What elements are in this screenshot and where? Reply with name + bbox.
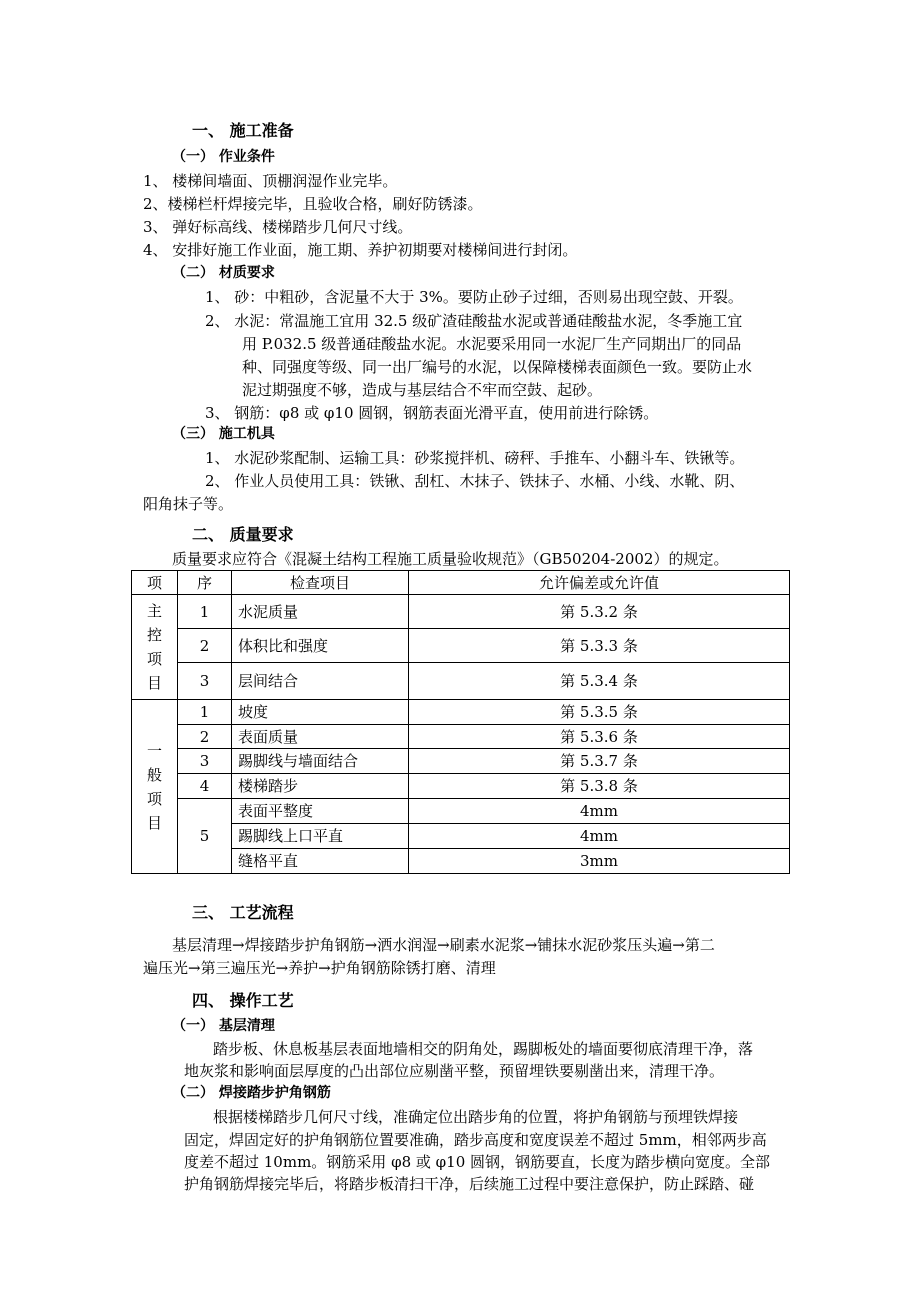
header-tolerance: 允许偏差或允许值 [409, 571, 790, 595]
row-item: 层间结合 [232, 663, 409, 700]
category-char: 主 [146, 602, 162, 620]
paragraph-line: 1、 砂：中粗砂，含泥量不大于 3%。要防止砂子过细，否则易出现空鼓、开裂。 [205, 288, 743, 306]
row-number: 5 [178, 799, 232, 874]
table-row [132, 774, 790, 799]
row-item: 踢脚线上口平直 [232, 824, 409, 849]
header-category: 项 [132, 571, 178, 595]
table-row [132, 799, 790, 824]
row-value: 第 5.3.8 条 [409, 774, 790, 799]
row-item: 踢脚线与墙面结合 [232, 749, 409, 774]
paragraph-line: 2、楼梯栏杆焊接完毕，且验收合格，刷好防锈漆。 [143, 195, 483, 213]
category-char: 项 [146, 789, 162, 808]
paragraph-line: 阳角抹子等。 [143, 495, 234, 513]
paragraph-line: 基层清理→焊接踏步护角钢筋→洒水润湿→刷素水泥浆→铺抹水泥砂浆压头遍→第二 [172, 936, 715, 954]
row-value: 第 5.3.2 条 [409, 595, 790, 629]
subsection-1-2-title: （二） 材质要求 [172, 265, 275, 281]
category-char: 般 [146, 765, 162, 784]
row-value: 第 5.3.4 条 [409, 663, 790, 700]
row-item: 表面平整度 [232, 799, 409, 824]
row-number: 2 [178, 725, 232, 749]
category-char: 目 [146, 674, 162, 692]
paragraph-line: 度差不超过 10mm。钢筋采用 φ8 或 φ10 圆钢，钢筋要直，长度为踏步横向宽度。全部 [184, 1153, 771, 1171]
section-3-title: 三、 工艺流程 [192, 903, 294, 922]
subsection-4-2-title: （二） 焊接踏步护角钢筋 [172, 1085, 331, 1101]
row-value: 4mm [409, 824, 790, 849]
paragraph-line: 3、 弹好标高线、楼梯踏步几何尺寸线。 [143, 218, 413, 236]
paragraph-line: 固定，焊固定好的护角钢筋位置要准确，踏步高度和宽度误差不超过 5mm，相邻两步高 [184, 1131, 767, 1149]
paragraph-line: 4、 安排好施工作业面，施工期、养护初期要对楼梯间进行封闭。 [143, 241, 578, 259]
row-number: 4 [178, 774, 232, 799]
table-row [132, 700, 790, 725]
paragraph-line: 踏步板、休息板基层表面地墙相交的阴角处，踢脚板处的墙面要彻底清理干净，落 [213, 1040, 754, 1058]
table-row [132, 629, 790, 663]
row-number: 3 [178, 663, 232, 700]
paragraph-line: 种、同强度等级、同一出厂编号的水泥，以保障楼梯表面颜色一致。要防止水 [242, 358, 753, 376]
row-item: 坡度 [232, 700, 409, 725]
row-value: 第 5.3.7 条 [409, 749, 790, 774]
row-item: 楼梯踏步 [232, 774, 409, 799]
paragraph-line: 根据楼梯踏步几何尺寸线，准确定位出踏步角的位置，将护角钢筋与预埋铁焊接 [213, 1108, 739, 1126]
paragraph-line: 3、 钢筋：φ8 或 φ10 圆钢，钢筋表面光滑平直，使用前进行除锈。 [205, 404, 659, 422]
table-row [132, 725, 790, 749]
category-char: 一 [146, 741, 162, 760]
row-number: 1 [178, 595, 232, 629]
row-number: 1 [178, 700, 232, 725]
main-category-cell [132, 595, 178, 700]
header-number: 序 [178, 571, 232, 595]
table-header-row [132, 571, 790, 595]
table-row [132, 749, 790, 774]
paragraph-line: 遍压光→第三遍压光→养护→护角钢筋除锈打磨、清理 [143, 959, 496, 977]
paragraph-line: 1、 楼梯间墙面、顶棚润湿作业完毕。 [143, 172, 398, 190]
general-category-cell [132, 700, 178, 874]
row-value: 第 5.3.5 条 [409, 700, 790, 725]
paragraph-line: 2、 水泥：常温施工宜用 32.5 级矿渣硅酸盐水泥或普通硅酸盐水泥，冬季施工宜 [205, 312, 743, 330]
row-item: 水泥质量 [232, 595, 409, 629]
category-char: 目 [146, 813, 162, 832]
row-item: 体积比和强度 [232, 629, 409, 663]
quality-intro: 质量要求应符合《混凝土结构工程施工质量验收规范》（GB50204-2002）的规定。 [172, 550, 729, 568]
table-row [132, 595, 790, 629]
section-4-title: 四、 操作工艺 [192, 991, 294, 1010]
header-check-item: 检查项目 [232, 571, 409, 595]
paragraph-line: 泥过期强度不够，造成与基层结合不牢而空鼓、起砂。 [242, 381, 603, 399]
table-row [132, 663, 790, 700]
section-1-title: 一、 施工准备 [192, 121, 294, 140]
row-number: 2 [178, 629, 232, 663]
category-char: 控 [146, 626, 162, 644]
row-value: 3mm [409, 849, 790, 874]
paragraph-line: 护角钢筋焊接完毕后，将踏步板清扫干净，后续施工过程中要注意保护，防止踩踏、碰 [184, 1175, 755, 1193]
subsection-1-1-title: （一） 作业条件 [172, 149, 275, 165]
paragraph-line: 2、 作业人员使用工具：铁锹、刮杠、木抹子、铁抹子、水桶、小线、水靴、阴、 [205, 472, 745, 490]
row-number: 3 [178, 749, 232, 774]
paragraph-line: 地灰浆和影响面层厚度的凸出部位应剔凿平整，预留埋铁要剔凿出来，清理干净。 [184, 1062, 725, 1080]
category-char: 项 [146, 650, 162, 668]
row-value: 4mm [409, 799, 790, 824]
row-value: 第 5.3.3 条 [409, 629, 790, 663]
section-2-title: 二、 质量要求 [192, 525, 294, 544]
paragraph-line: 用 P.032.5 级普通硅酸盐水泥。水泥要采用同一水泥厂生产同期出厂的同品 [242, 335, 742, 353]
quality-table [131, 570, 790, 874]
paragraph-line: 1、 水泥砂浆配制、运输工具：砂浆搅拌机、磅秤、手推车、小翻斗车、铁锹等。 [205, 449, 745, 467]
row-value: 第 5.3.6 条 [409, 725, 790, 749]
row-item: 表面质量 [232, 725, 409, 749]
row-item: 缝格平直 [232, 849, 409, 874]
subsection-1-3-title: （三） 施工机具 [172, 426, 275, 442]
subsection-4-1-title: （一） 基层清理 [172, 1018, 275, 1034]
